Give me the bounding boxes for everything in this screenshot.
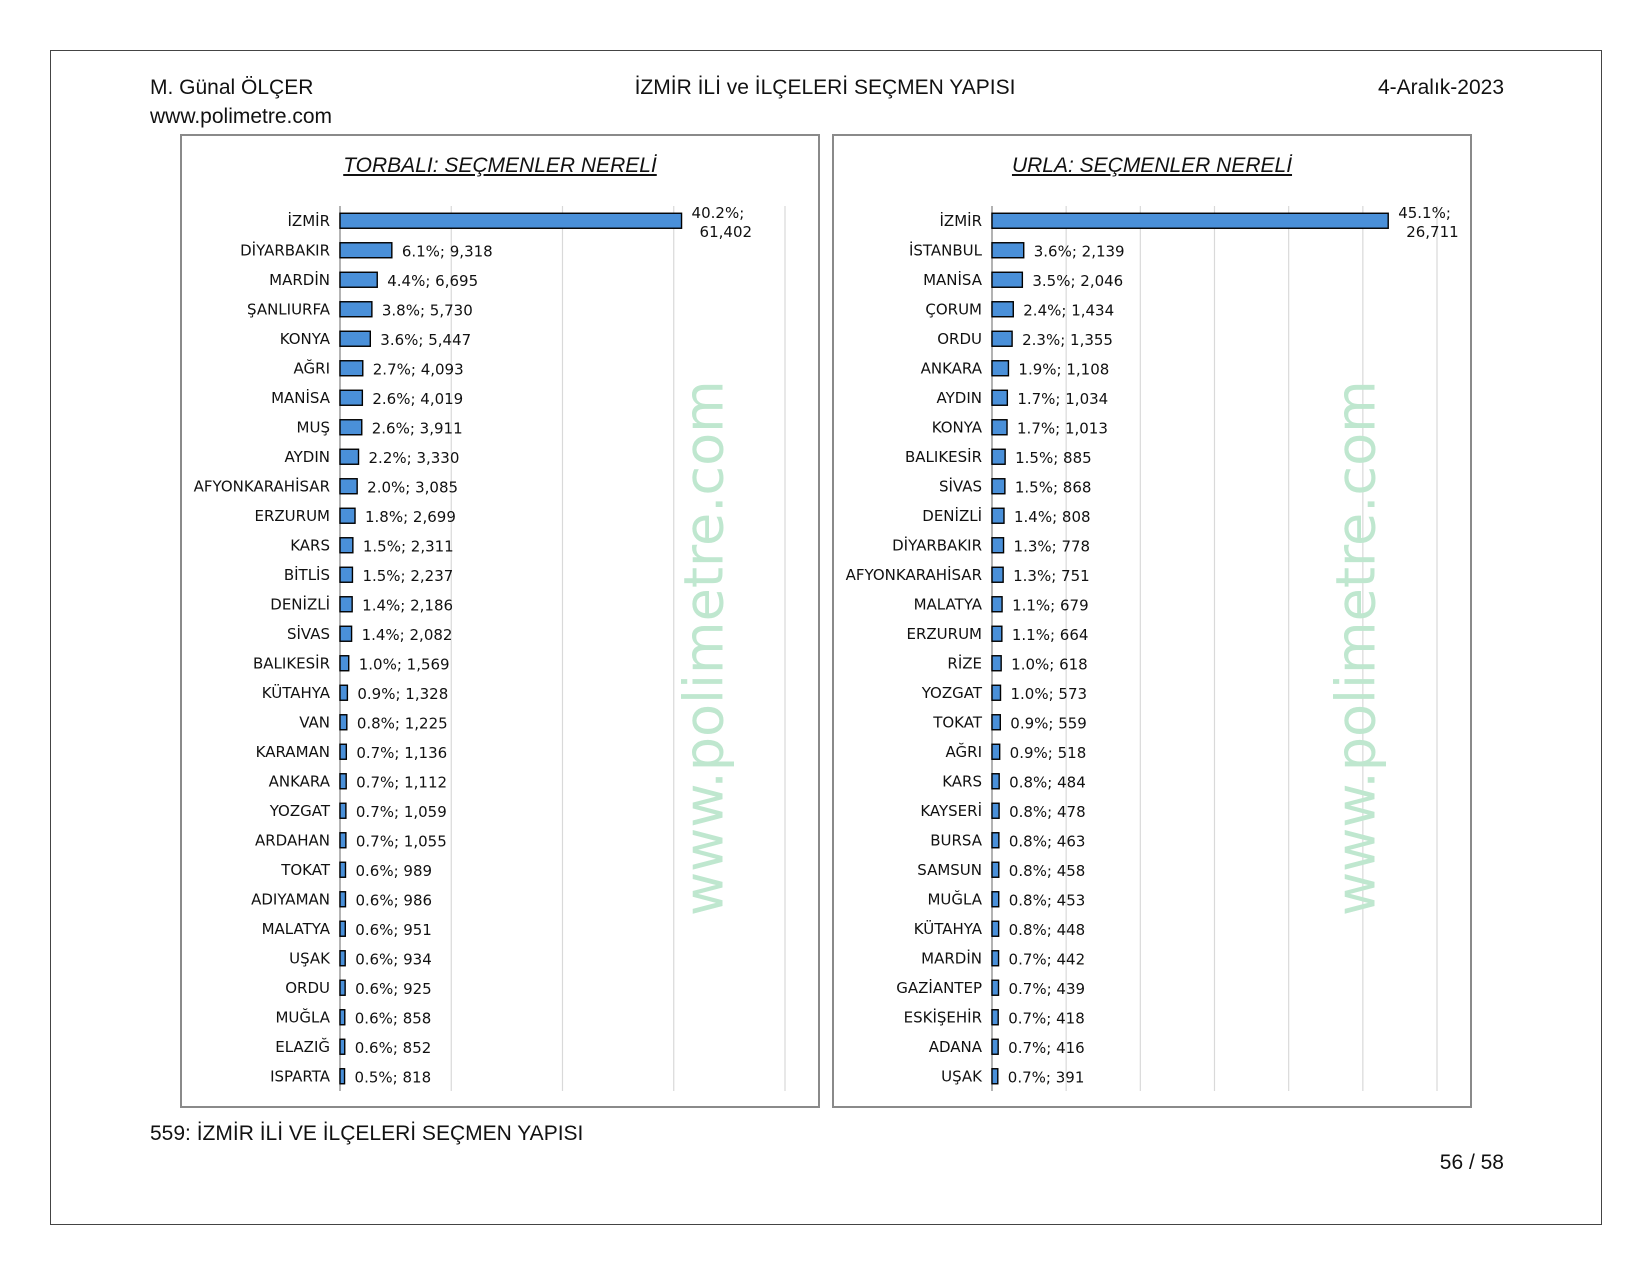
category-label: VAN: [299, 713, 330, 732]
category-label: DİYARBAKIR: [892, 536, 982, 555]
category-label: İZMİR: [939, 211, 982, 230]
category-label: DENİZLİ: [270, 595, 330, 614]
bar: [340, 685, 347, 700]
category-label: MANİSA: [271, 388, 330, 407]
data-label: 1.5%; 885: [1015, 448, 1092, 467]
category-label: YOZGAT: [921, 683, 982, 702]
data-label: 1.9%; 1,108: [1018, 360, 1110, 379]
bar: [340, 597, 352, 612]
data-label: 0.5%; 818: [354, 1068, 432, 1087]
category-label: ERZURUM: [906, 624, 982, 643]
data-label: 2.6%; 3,911: [371, 419, 463, 438]
torbali-chart-title: TORBALI: SEÇMENLER NERELİ: [343, 154, 657, 177]
data-label: 0.7%; 439: [1008, 979, 1086, 998]
category-label: DENİZLİ: [922, 506, 982, 525]
data-label: 1.0%; 573: [1010, 684, 1088, 703]
category-label: AYDIN: [284, 447, 330, 466]
category-label: KAYSERİ: [920, 801, 982, 820]
data-label: 0.6%; 858: [354, 1009, 432, 1028]
category-label: SİVAS: [286, 624, 330, 643]
bar: [992, 331, 1012, 346]
data-label: 1.8%; 2,699: [365, 507, 456, 526]
data-label: 0.7%; 418: [1008, 1009, 1085, 1028]
bar: [340, 567, 352, 582]
data-label: 1.3%; 751: [1013, 566, 1090, 585]
bar: [340, 774, 346, 789]
data-label: 1.3%; 778: [1013, 537, 1091, 556]
category-label: MALATYA: [913, 595, 982, 614]
data-label: 1.4%; 808: [1013, 507, 1091, 526]
category-label: ARDAHAN: [255, 831, 330, 850]
data-label: 3.6%; 2,139: [1033, 242, 1125, 261]
data-label: 0.6%; 852: [354, 1038, 432, 1057]
data-label: 4.4%; 6,695: [387, 271, 479, 290]
bar: [992, 479, 1005, 494]
category-label: KÜTAHYA: [261, 683, 330, 702]
data-label: 1.7%; 1,013: [1017, 419, 1108, 438]
bar: [992, 1010, 998, 1025]
category-label: KONYA: [931, 418, 982, 437]
bar: [992, 302, 1013, 317]
data-label: 1.1%; 679: [1012, 596, 1089, 615]
data-label: 2.7%; 4,093: [372, 360, 464, 379]
bar: [340, 656, 349, 671]
website-url[interactable]: www.polimetre.com: [150, 105, 333, 128]
bar: [340, 272, 377, 287]
data-label: 0.6%; 986: [355, 891, 433, 910]
category-label: AĞRI: [945, 742, 982, 761]
data-label: 0.8%; 458: [1008, 861, 1086, 880]
bar: [340, 715, 347, 730]
bar: [992, 892, 999, 907]
bar: [992, 862, 999, 877]
bar: [992, 626, 1002, 641]
report-date: 4-Aralık-2023: [1377, 76, 1504, 99]
data-label: 1.5%; 2,311: [362, 537, 454, 556]
bar: [992, 538, 1004, 553]
bar: [340, 331, 370, 346]
data-label: 0.8%; 484: [1009, 773, 1086, 792]
bar: [992, 833, 999, 848]
watermark-text: www.polimetre.com: [672, 380, 736, 916]
bar: [992, 390, 1007, 405]
data-label: 1.4%; 2,082: [361, 625, 453, 644]
footer-caption: 559: İZMİR İLİ VE İLÇELERİ SEÇMEN YAPISI: [150, 1122, 584, 1145]
data-label: 0.9%; 559: [1010, 714, 1087, 733]
category-label: UŞAK: [941, 1067, 982, 1086]
bar: [992, 921, 999, 936]
data-label: 2.4%; 1,434: [1023, 301, 1115, 320]
data-label: 0.8%; 453: [1008, 891, 1086, 910]
urla-chart-plot: [834, 136, 1470, 1106]
bar: [340, 449, 359, 464]
bar: [992, 774, 999, 789]
bar: [340, 626, 352, 641]
category-label: ADIYAMAN: [251, 890, 330, 909]
watermark-text: www.polimetre.com: [1324, 380, 1388, 916]
category-label: AFYONKARAHİSAR: [193, 477, 330, 496]
bar: [340, 302, 372, 317]
data-label: 0.6%; 925: [355, 979, 432, 998]
category-label: TOKAT: [281, 860, 330, 879]
bar: [992, 213, 1388, 228]
data-label: 0.7%; 416: [1008, 1038, 1085, 1057]
bar: [992, 567, 1003, 582]
bar: [992, 980, 999, 995]
bar: [340, 921, 345, 936]
category-label: KARS: [290, 536, 330, 555]
bar: [992, 744, 1000, 759]
bar: [992, 449, 1005, 464]
category-label: MARDİN: [921, 949, 982, 968]
torbali-chart: [180, 134, 820, 1108]
category-label: MUĞLA: [927, 890, 982, 909]
category-label: ANKARA: [920, 359, 982, 378]
data-label: 0.7%; 1,136: [356, 743, 448, 762]
category-label: AYDIN: [936, 388, 982, 407]
category-label: BURSA: [930, 831, 982, 850]
category-label: ADANA: [928, 1037, 982, 1056]
bar: [340, 1039, 345, 1054]
bar: [340, 1010, 345, 1025]
data-label: 0.7%; 1,055: [355, 832, 447, 851]
data-label: 2.3%; 1,355: [1022, 330, 1113, 349]
data-label: 1.0%; 618: [1011, 655, 1088, 674]
bar: [340, 479, 357, 494]
data-label: 40.2%;: [691, 203, 745, 222]
data-label: 0.8%; 478: [1009, 802, 1086, 821]
data-label: 0.7%; 1,112: [356, 773, 448, 792]
bar: [340, 744, 346, 759]
data-label: 2.6%; 4,019: [372, 389, 464, 408]
bar: [992, 685, 1000, 700]
bar: [340, 951, 345, 966]
bar: [992, 272, 1022, 287]
data-label: 45.1%;: [1398, 203, 1451, 222]
data-label: 61,402: [699, 222, 753, 241]
category-label: MANİSA: [923, 270, 982, 289]
bar: [992, 951, 999, 966]
category-label: BİTLİS: [283, 565, 330, 584]
category-label: ISPARTA: [270, 1067, 330, 1086]
category-label: ESKİŞEHİR: [903, 1008, 982, 1027]
data-label: 26,711: [1406, 222, 1459, 241]
bar: [340, 980, 345, 995]
data-label: 0.8%; 448: [1008, 920, 1086, 939]
category-label: UŞAK: [289, 949, 330, 968]
bar: [992, 508, 1004, 523]
category-label: ANKARA: [268, 772, 330, 791]
bar: [340, 892, 345, 907]
category-label: MALATYA: [261, 919, 330, 938]
data-label: 0.6%; 934: [355, 950, 432, 969]
data-label: 0.8%; 1,225: [356, 714, 448, 733]
data-label: 0.7%; 1,059: [355, 802, 447, 821]
bar: [340, 803, 346, 818]
category-label: İSTANBUL: [908, 241, 982, 260]
bar: [340, 213, 682, 228]
data-label: 1.0%; 1,569: [358, 655, 450, 674]
bar: [992, 1039, 998, 1054]
data-label: 0.9%; 1,328: [357, 684, 449, 703]
data-label: 1.4%; 2,186: [362, 596, 454, 615]
bar: [992, 656, 1001, 671]
bar: [340, 862, 346, 877]
bar: [340, 1069, 345, 1084]
category-label: ELAZIĞ: [275, 1037, 330, 1056]
bar: [992, 715, 1000, 730]
data-label: 2.2%; 3,330: [368, 448, 460, 467]
category-label: KARAMAN: [255, 742, 330, 761]
category-label: AFYONKARAHİSAR: [845, 565, 982, 584]
bar: [340, 390, 362, 405]
category-label: ORDU: [937, 329, 982, 348]
page-title: İZMİR İLİ ve İLÇELERİ SEÇMEN YAPISI: [634, 76, 1016, 99]
data-label: 6.1%; 9,318: [401, 242, 493, 261]
category-label: BALIKESİR: [252, 654, 330, 673]
data-label: 0.6%; 951: [355, 920, 432, 939]
category-label: AĞRI: [293, 359, 330, 378]
bar: [992, 1069, 998, 1084]
author-name: M. Günal ÖLÇER: [150, 76, 314, 99]
bar: [992, 420, 1007, 435]
category-label: ÇORUM: [925, 300, 982, 319]
category-label: ERZURUM: [254, 506, 330, 525]
category-label: GAZİANTEP: [896, 978, 982, 997]
urla-chart: [832, 134, 1472, 1108]
category-label: ORDU: [285, 978, 330, 997]
bar: [340, 538, 353, 553]
bar: [992, 597, 1002, 612]
data-label: 0.9%; 518: [1009, 743, 1087, 762]
urla-chart-title: URLA: SEÇMENLER NERELİ: [1011, 154, 1293, 177]
data-label: 1.1%; 664: [1011, 625, 1089, 644]
data-label: 3.5%; 2,046: [1032, 271, 1124, 290]
data-label: 0.8%; 463: [1008, 832, 1086, 851]
category-label: MARDİN: [269, 270, 330, 289]
category-label: MUĞLA: [275, 1008, 330, 1027]
category-label: SAMSUN: [917, 860, 982, 879]
category-label: TOKAT: [933, 713, 982, 732]
torbali-chart-plot: [182, 136, 818, 1106]
data-label: 3.6%; 5,447: [380, 330, 472, 349]
data-label: 0.6%; 989: [355, 861, 433, 880]
category-label: RİZE: [947, 654, 982, 673]
data-label: 2.0%; 3,085: [367, 478, 459, 497]
category-label: KONYA: [279, 329, 330, 348]
bar: [340, 243, 392, 258]
category-label: KARS: [942, 772, 982, 791]
category-label: YOZGAT: [269, 801, 330, 820]
category-label: DİYARBAKIR: [240, 241, 330, 260]
bar: [992, 243, 1024, 258]
data-label: 0.7%; 442: [1008, 950, 1086, 969]
bar: [992, 361, 1008, 376]
data-label: 1.5%; 868: [1014, 478, 1092, 497]
data-label: 1.5%; 2,237: [362, 566, 454, 585]
category-label: ŞANLIURFA: [247, 300, 330, 319]
bar: [992, 803, 999, 818]
category-label: SİVAS: [938, 477, 982, 496]
bar: [340, 833, 346, 848]
data-label: 0.7%; 391: [1007, 1068, 1085, 1087]
category-label: İZMİR: [287, 211, 330, 230]
category-label: BALIKESİR: [904, 447, 982, 466]
category-label: KÜTAHYA: [913, 919, 982, 938]
data-label: 1.7%; 1,034: [1017, 389, 1109, 408]
bar: [340, 508, 355, 523]
page-number: 56 / 58: [1439, 1151, 1504, 1174]
bar: [340, 420, 362, 435]
bar: [340, 361, 363, 376]
data-label: 3.8%; 5,730: [381, 301, 473, 320]
category-label: MUŞ: [296, 418, 330, 437]
